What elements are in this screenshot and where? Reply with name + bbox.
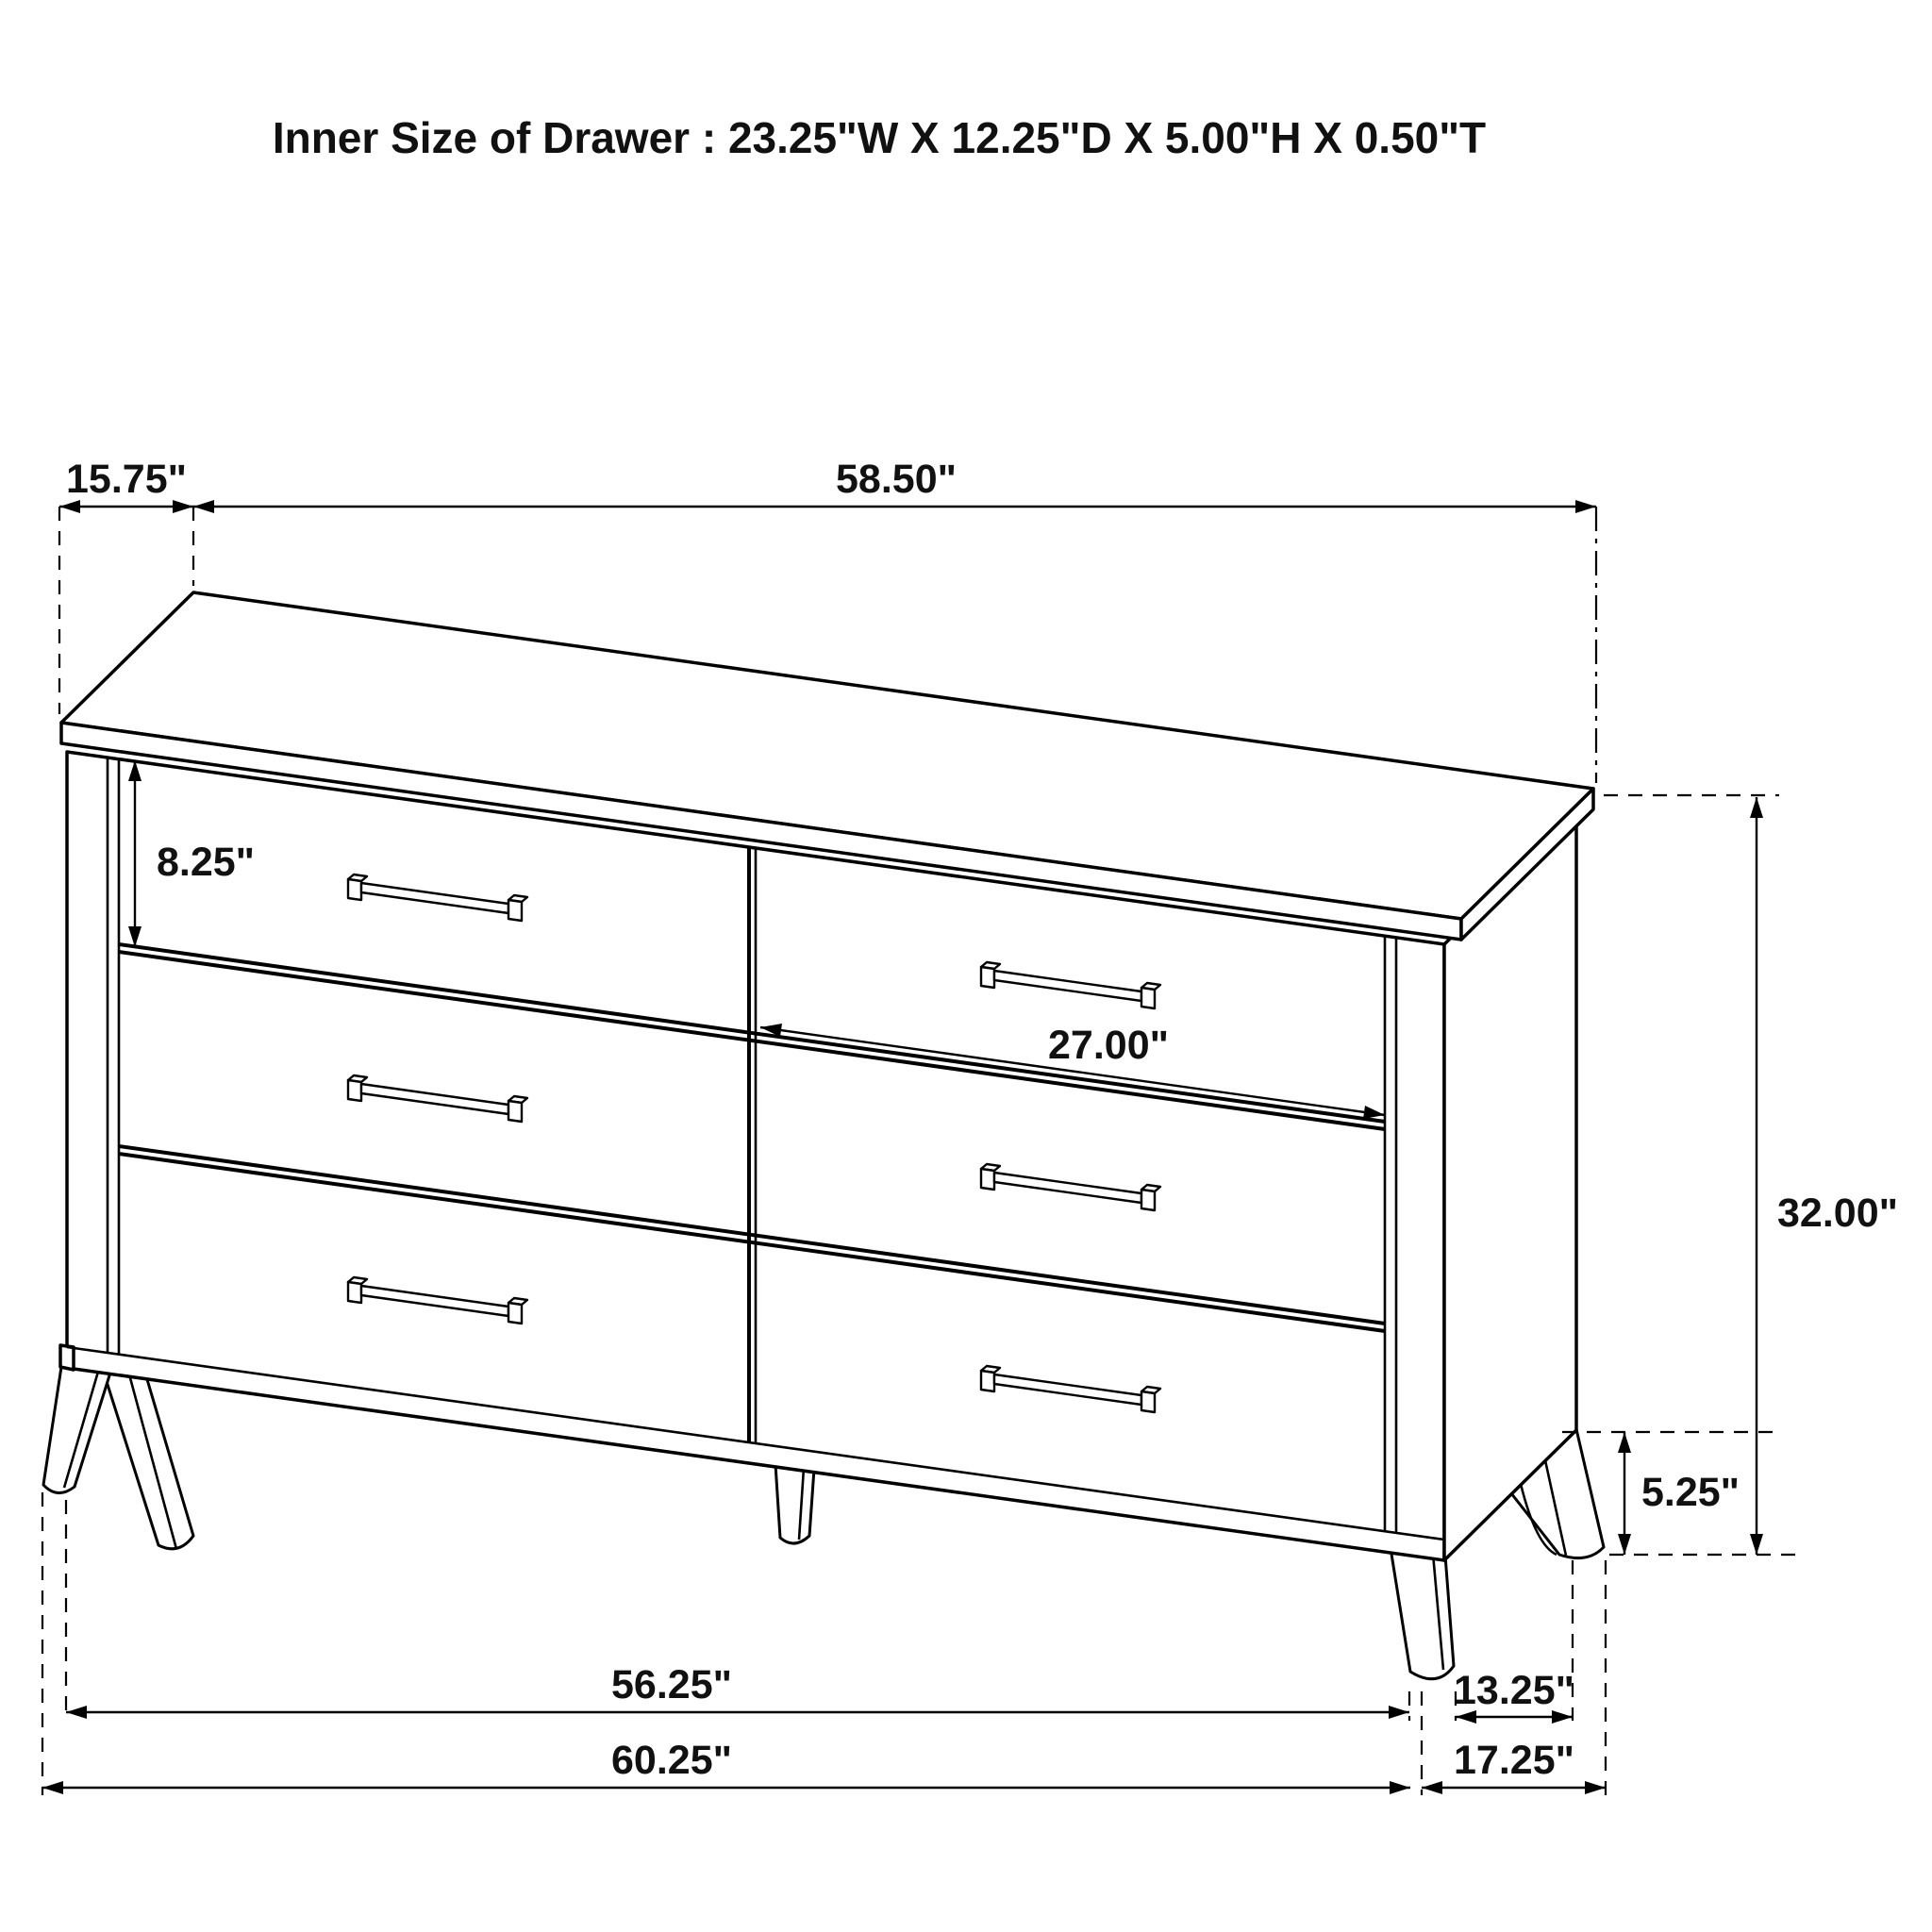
- arrowhead: [173, 500, 193, 513]
- dim-label-front-leg-span: 56.25": [611, 1662, 732, 1707]
- arrowhead: [1618, 1534, 1631, 1555]
- front-left-leg: [43, 1367, 110, 1493]
- arrowhead: [1750, 1534, 1763, 1555]
- center-front-leg: [775, 1464, 814, 1543]
- arrowhead: [1575, 500, 1596, 513]
- arrowhead: [1390, 1781, 1410, 1794]
- arrowhead: [42, 1781, 63, 1794]
- arrowhead: [59, 500, 80, 513]
- dim-label-top-depth: 15.75": [66, 457, 187, 502]
- dim-label-overall-height: 32.00": [1777, 1191, 1898, 1236]
- arrowhead: [193, 500, 214, 513]
- dim-label-base-width: 60.25": [611, 1738, 732, 1783]
- back-left-leg: [104, 1373, 193, 1549]
- dim-label-drawer-width: 27.00": [1048, 1023, 1169, 1068]
- front-right-leg: [1391, 1548, 1454, 1679]
- dim-label-leg-height: 5.25": [1641, 1470, 1740, 1515]
- dimension-front-leg-span: [66, 1500, 1409, 1721]
- diagram-title: Inner Size of Drawer : 23.25"W X 12.25"D X 5.00"H X 0.50"T: [272, 113, 1487, 162]
- dim-label-overall-width: 58.50": [836, 457, 957, 502]
- arrowhead: [1750, 797, 1763, 818]
- dimension-overall-height: [1604, 795, 1898, 1555]
- dim-label-leg-depth-span: 13.25": [1454, 1668, 1574, 1713]
- dimension-leg-depth-span: [1454, 1560, 1574, 1724]
- arrowhead: [1585, 1781, 1606, 1794]
- dimension-base-width: [42, 1492, 1422, 1795]
- dim-label-drawer-height: 8.25": [156, 840, 256, 885]
- arrowhead: [66, 1706, 87, 1719]
- arrowhead: [1618, 1432, 1631, 1453]
- arrowhead: [1422, 1781, 1442, 1794]
- dim-label-side-depth-span: 17.25": [1454, 1738, 1574, 1783]
- arrowhead: [1389, 1706, 1409, 1719]
